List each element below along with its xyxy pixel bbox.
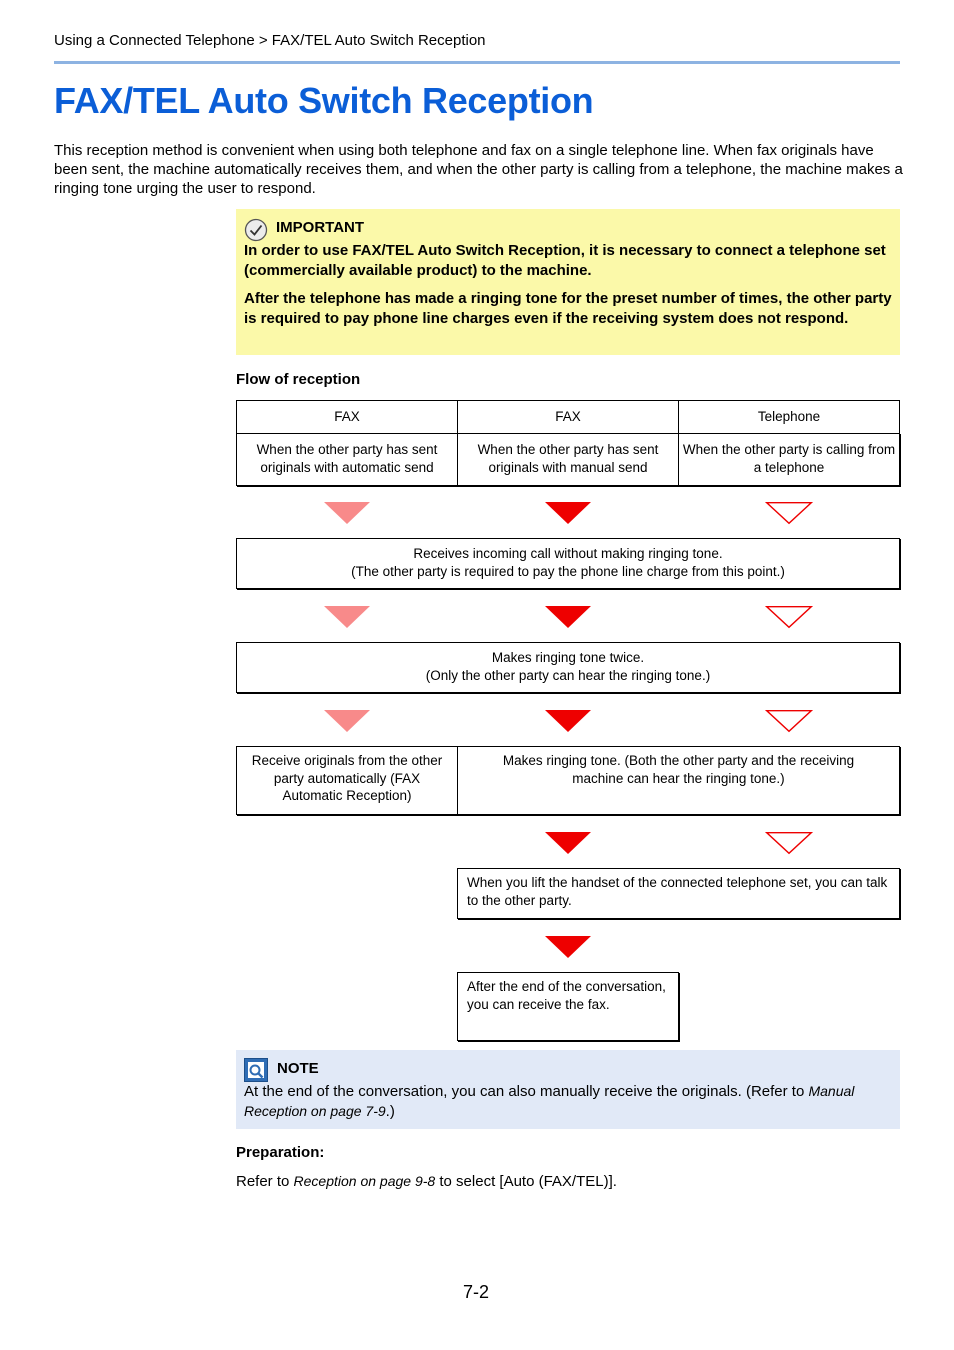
flow-step-lift-handset: When you lift the handset of the connected telephone set, you can talk to the other party. bbox=[457, 868, 900, 919]
step2-line-2: (Only the other party can hear the ringing tone.) bbox=[425, 667, 711, 683]
arrow-down-manual-4 bbox=[545, 832, 591, 854]
flow-step-receive-call bbox=[236, 538, 900, 589]
breadcrumb: Using a Connected Telephone > FAX/TEL Auto Switch Reception bbox=[54, 32, 486, 49]
preparation-text-after: to select [Auto (FAX/TEL)]. bbox=[435, 1173, 617, 1190]
note-box bbox=[236, 1050, 900, 1129]
arrow-down-auto-2 bbox=[324, 606, 370, 628]
flow-header-row bbox=[236, 400, 900, 434]
arrow-down-manual-5 bbox=[545, 936, 591, 958]
step2-line-1: Makes ringing tone twice. bbox=[491, 650, 645, 665]
arrow-down-manual-1 bbox=[545, 502, 591, 524]
note-text bbox=[244, 1082, 894, 1121]
important-heading: IMPORTANT bbox=[276, 219, 365, 236]
column-header-fax-auto: FAX bbox=[237, 401, 458, 433]
step1-line-2: (The other party is required to pay the phone line charge from this point.) bbox=[351, 563, 785, 579]
intro-paragraph: This reception method is convenient when using both telephone and fax on a single telephone line. When fax originals have been sent, the machine automatically receives them, and when the other party is calling from a telephone, the machine makes a ringing tone urging the user to respond. bbox=[54, 142, 903, 197]
column-desc-telephone: When the other party is calling from a telephone bbox=[682, 442, 896, 475]
flow-step-ringing-twice bbox=[236, 642, 900, 693]
important-box bbox=[236, 209, 900, 355]
preparation-text bbox=[236, 1173, 617, 1190]
checkmark-icon bbox=[244, 218, 268, 242]
arrow-down-manual-2 bbox=[545, 606, 591, 628]
header-rule bbox=[54, 61, 900, 64]
important-para-2: After the telephone has made a ringing tone for the preset number of times, the other party is required to pay phone line charges even if the receiving system does not respond. bbox=[244, 290, 892, 327]
preparation-reference-link[interactable]: Reception on page 9-8 bbox=[293, 1173, 436, 1189]
flow-title: Flow of reception bbox=[236, 371, 361, 388]
column-header-telephone: Telephone bbox=[757, 409, 821, 425]
preparation-text-before: Refer to bbox=[236, 1173, 294, 1190]
arrow-down-auto-1 bbox=[324, 502, 370, 524]
note-text-before: At the end of the conversation, you can also manually receive the originals. (Refer to bbox=[244, 1083, 809, 1100]
flow-description-row bbox=[236, 433, 900, 486]
important-para-1: In order to use FAX/TEL Auto Switch Reception, it is necessary to connect a telephone set (commercially available product) to the machine. bbox=[244, 242, 886, 279]
arrow-down-telephone-2 bbox=[766, 606, 812, 628]
step1-line-1: Receives incoming call without making ringing tone. bbox=[413, 546, 723, 561]
flow-step-ringing-tone: Makes ringing tone. (Both the other party and the receiving machine can hear the ringing tone.) bbox=[457, 746, 900, 815]
column-header-fax-manual: FAX bbox=[458, 401, 679, 433]
preparation-heading: Preparation: bbox=[236, 1144, 325, 1161]
arrow-down-auto-3 bbox=[324, 710, 370, 732]
arrow-down-telephone-1 bbox=[766, 502, 812, 524]
arrow-down-telephone-3 bbox=[766, 710, 812, 732]
page-number: 7-2 bbox=[463, 1282, 490, 1302]
note-text-after: .) bbox=[385, 1102, 395, 1120]
note-reference-link[interactable]: Manual Reception on page 7-9 bbox=[244, 1083, 855, 1119]
flow-step-receive-fax: After the end of the conversation, you can receive the fax. bbox=[457, 972, 679, 1041]
note-heading: NOTE bbox=[277, 1060, 319, 1077]
note-icon bbox=[244, 1058, 268, 1082]
arrow-down-manual-3 bbox=[545, 710, 591, 732]
arrow-down-telephone-4 bbox=[766, 832, 812, 854]
column-desc-fax-manual: When the other party has sent originals with manual send bbox=[458, 434, 679, 485]
page-title: FAX/TEL Auto Switch Reception bbox=[54, 80, 594, 121]
column-desc-fax-auto: When the other party has sent originals with automatic send bbox=[237, 434, 458, 485]
flow-step-auto-reception: Receive originals from the other party automatically (FAX Automatic Reception) bbox=[236, 746, 458, 815]
